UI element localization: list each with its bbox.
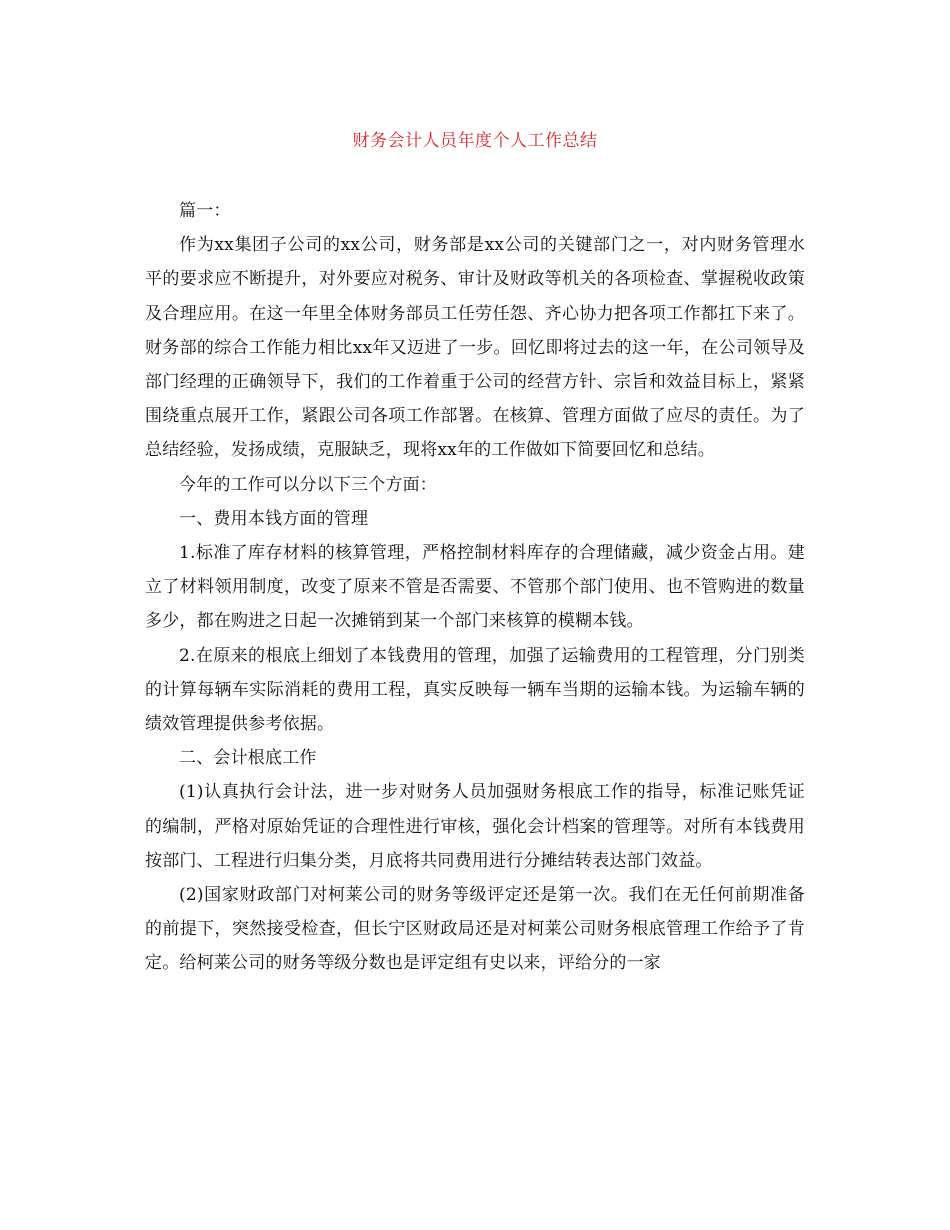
paragraph-three-aspects: 今年的工作可以分以下三个方面：	[179, 474, 437, 495]
paragraph-point-1: (1)认真执行会计法，进一步对财务人员加强财务根底工作的指导，标准记账凭证的编制，严格对原始凭证的合理性进行审核，强化会计档案的管理等。对所有本钱费用按部门、工程进行归集分类，月底将共同费用进行分摊结转表达部门效益。	[145, 782, 805, 871]
paragraph-intro: 作为xx集团子公司的xx公司，财务部是xx公司的关键部门之一，对内财务管理水平的要求应不断提升，对外要应对税务、审计及财政等机关的各项检查、掌握税收政策及合理应用。在这一年里全体财务部员工任劳任怨、齐心协力把各项工作都扛下来了。财务部的综合工作能力相比xx年又迈进了一步。回忆即将过去的这一年，在公司领导及部门经理的正确领导下，我们的工作着重于公司的经营方针、宗旨和效益目标上，紧紧围绕重点展开工作，紧跟公司各项工作部署。在核算、管理方面做了应尽的责任。为了总结经验，发扬成绩，克服缺乏，现将xx年的工作做如下简要回忆和总结。	[145, 235, 805, 461]
paragraph-item-2: 2.在原来的根底上细划了本钱费用的管理，加强了运输费用的工程管理，分门别类的计算每辆车实际消耗的费用工程，真实反映每一辆车当期的运输本钱。为运输车辆的绩效管理提供参考依据。	[145, 645, 805, 735]
paragraph-point-2: (2)国家财政部门对柯莱公司的财务等级评定还是第一次。我们在无任何前期准备的前提下，突然接受检查，但长宁区财政局还是对柯莱公司财务根底管理工作给予了肯定。给柯莱公司的财务等级分数也是评定组有史以来，评给分的一家	[145, 885, 805, 974]
heading-cost-management: 一、费用本钱方面的管理	[179, 508, 369, 529]
paragraph-section-label: 篇一：	[179, 201, 231, 221]
document-title: 财务会计人员年度个人工作总结	[352, 131, 598, 151]
heading-accounting-basics: 二、会计根底工作	[179, 748, 317, 769]
document-body	[145, 194, 805, 981]
paragraph-item-1: 1.标准了库存材料的核算管理，严格控制材料库存的合理储藏，减少资金占用。建立了材料领用制度，改变了原来不管是否需要、不管那个部门使用、也不管购进的数量多少，都在购进之日起一次摊销到某一个部门来核算的模糊本钱。	[145, 543, 805, 632]
